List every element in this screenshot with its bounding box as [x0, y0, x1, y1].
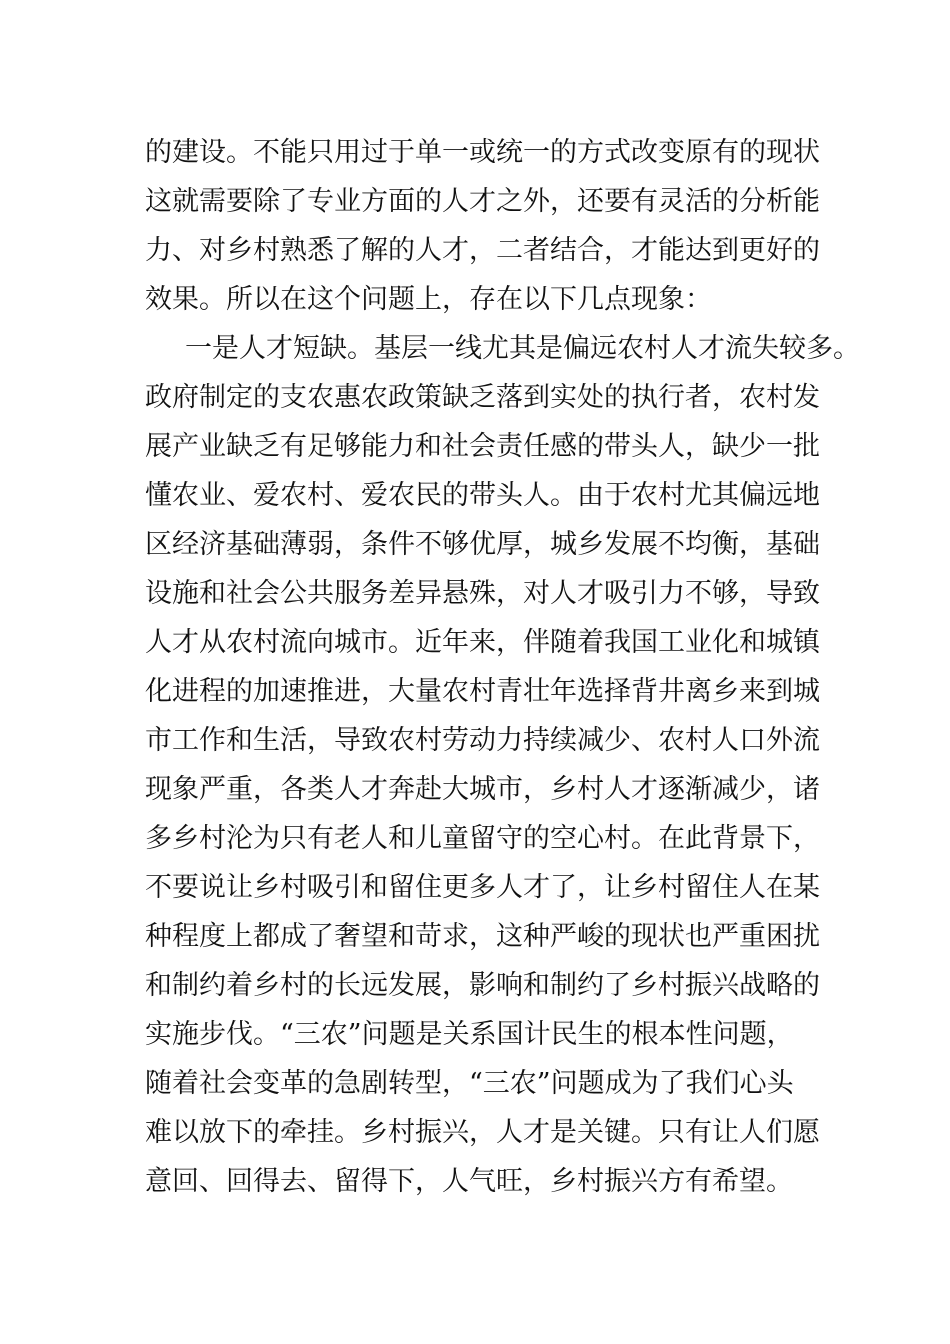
text-line: 市工作和生活，导致农村劳动力持续减少、农村人口外流 — [145, 725, 820, 756]
text-line: 这就需要除了专业方面的人才之外，还要有灵活的分析能 — [145, 186, 820, 217]
text-line: 区经济基础薄弱，条件不够优厚，城乡发展不均衡，基础 — [145, 529, 820, 560]
text-line: 力、对乡村熟悉了解的人才，二者结合，才能达到更好的 — [145, 235, 820, 266]
text-line: 难以放下的牵挂。乡村振兴，人才是关键。只有让人们愿 — [145, 1117, 820, 1148]
text-line: 效果。所以在这个问题上，存在以下几点现象： — [145, 284, 712, 315]
body-text — [145, 128, 860, 1206]
text-line: 现象严重，各类人才奔赴大城市，乡村人才逐渐减少，诸 — [145, 774, 820, 805]
text-line: 展产业缺乏有足够能力和社会责任感的带头人，缺少一批 — [145, 431, 820, 462]
text-line: 的建设。不能只用过于单一或统一的方式改变原有的现状 — [145, 137, 820, 168]
text-line: 设施和社会公共服务差异悬殊，对人才吸引力不够，导致 — [145, 578, 820, 609]
text-line: 多乡村沦为只有老人和儿童留守的空心村。在此背景下， — [145, 823, 820, 854]
text-line: 实施步伐。“三农”问题是关系国计民生的根本性问题， — [145, 1019, 794, 1050]
text-line: 意回、回得去、留得下，人气旺，乡村振兴方有希望。 — [145, 1166, 793, 1197]
paragraph-first-line: 一是人才短缺。基层一线尤其是偏远农村人才流失较多。 — [185, 333, 860, 364]
text-line: 种程度上都成了奢望和苛求，这种严峻的现状也严重困扰 — [145, 921, 820, 952]
text-line: 懂农业、爱农村、爱农民的带头人。由于农村尤其偏远地 — [145, 480, 820, 511]
text-line: 化进程的加速推进，大量农村青壮年选择背井离乡来到城 — [145, 676, 820, 707]
text-line: 政府制定的支农惠农政策缺乏落到实处的执行者，农村发 — [145, 382, 820, 413]
text-line: 人才从农村流向城市。近年来，伴随着我国工业化和城镇 — [145, 627, 820, 658]
text-line: 随着社会变革的急剧转型，“三农”问题成为了我们心头 — [145, 1068, 794, 1099]
text-line: 和制约着乡村的长远发展，影响和制约了乡村振兴战略的 — [145, 970, 820, 1001]
text-line: 不要说让乡村吸引和留住更多人才了，让乡村留住人在某 — [145, 872, 820, 903]
